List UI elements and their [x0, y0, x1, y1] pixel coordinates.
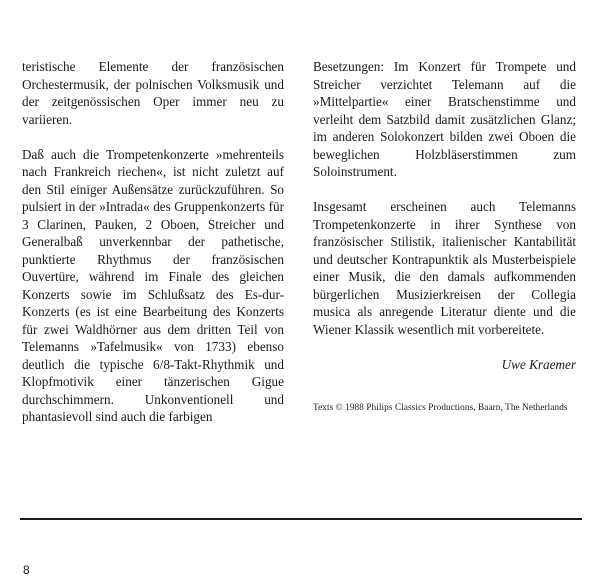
- page-number: 8: [23, 563, 30, 577]
- left-text-column: [22, 58, 284, 443]
- copyright-credits: Texts © 1988 Philips Classics Productions, Baarn, The Netherlands: [313, 402, 568, 412]
- author-signature: Uwe Kraemer: [501, 356, 576, 372]
- paragraph-insgesamt: Insgesamt erscheinen auch Telemanns Trompetenkonzerte in ihrer Synthese von französischer Stilistik, italienischer Kantabilität und deutscher Kontrapunktik als Musterbeispiele einer Musik, die den damals aufkommenden bürgerlichen Musizierkreisen der Collegia musica als anregende Literatur diente und die Wiener Klassik wesentlich mit vorbereitete.: [313, 199, 576, 337]
- paragraph-variieren: teristische Elemente der französischen Orchestermusik, der polnischen Volksmusik und der zeitgenössischen Oper immer neu zu variieren.: [22, 59, 284, 127]
- paragraph-besetzungen: Besetzungen: Im Konzert für Trompete und Streicher verzichtet Telemann auf die »Mittelpartie« einer Bratschenstimme und verleiht dem Satzbild damit zusätzlichen Glanz; im anderen Solokonzert bilden zwei Oboen die beweglichen Holzbläserstimmen zum Soloinstrument.: [313, 59, 576, 179]
- footer-divider: [20, 518, 582, 520]
- paragraph-trompetenkonzerte: Daß auch die Trompetenkonzerte »mehrenteils nach Frankreich riechen«, ist nicht zuletzt auf den Stil einiger Außensätze zurückzuführen. So pulsiert in der »Intrada« des Gruppenkonzerts für 3 Clarinen, Pauken, 2 Oboen, Streicher und Generalbaß unverkennbar der pathetische, punktierte Rhythmus der französischen Ouvertüre, während im Finale des gleichen Konzerts sowie im Schlußsatz des Es-dur-Konzerts (es ist eine Bearbeitung des Konzerts für zwei Waldhörner aus dem dritten Teil von Telemanns »Tafelmusik« von 1733) ebenso deutlich die typische 6/8-Takt-Rhythmik und Klopfmotivik einer tänzerischen Gigue durchschimmern. Unkonventionell und phantasievoll sind auch die farbigen: [22, 146, 284, 424]
- right-text-column: [313, 58, 576, 413]
